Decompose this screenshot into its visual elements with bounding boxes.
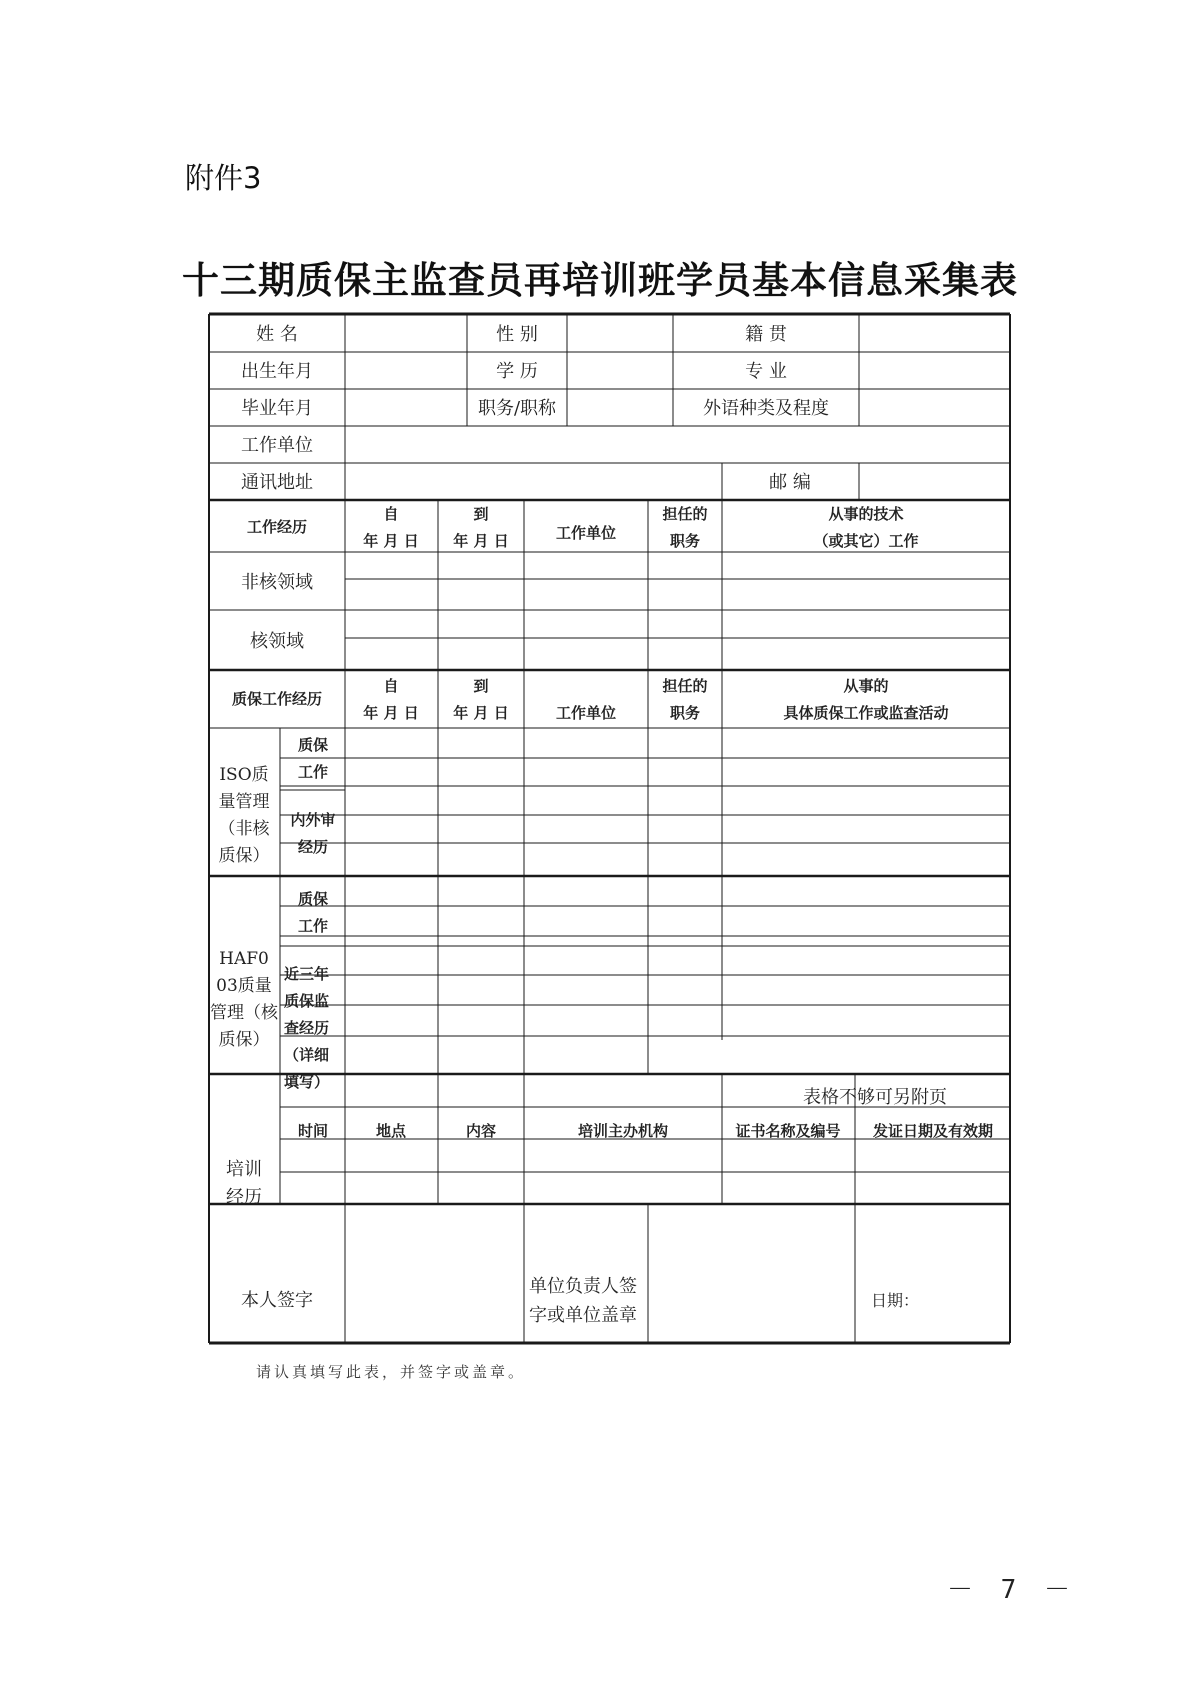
label-training-time: 时间 — [297, 1122, 329, 1140]
label-unit-signature: 字或单位盖章 — [529, 1305, 637, 1326]
label-haf: HAF0 — [219, 949, 269, 969]
label-nuclear: 核领域 — [250, 631, 304, 652]
label-to: 到 — [473, 505, 489, 523]
label-qa-work: 质保 — [297, 890, 329, 908]
label-activity: 从事的 — [843, 677, 889, 695]
label-date-format: 年 月 日 — [363, 704, 419, 722]
label-training: 培训 — [226, 1159, 262, 1180]
label-recent: 填写） — [284, 1073, 330, 1091]
label-date-format: 年 月 日 — [453, 704, 509, 722]
label-haf: 03质量 — [216, 976, 272, 996]
label-iso: 质保） — [218, 846, 270, 866]
label-native-place: 籍 贯 — [745, 324, 787, 345]
label-duty: 担任的 — [662, 505, 708, 523]
label-certificate: 证书名称及编号 — [735, 1122, 841, 1140]
label-employer: 工作单位 — [241, 435, 313, 456]
attachment-label: 附件3 — [185, 161, 262, 195]
label-from: 自 — [383, 677, 399, 695]
label-audit: 经历 — [297, 838, 329, 856]
label-from: 自 — [383, 505, 399, 523]
label-work-unit: 工作单位 — [555, 704, 617, 722]
label-qa-work: 质保 — [297, 736, 329, 754]
label-haf: 质保） — [218, 1030, 270, 1050]
label-date-format: 年 月 日 — [453, 532, 509, 550]
label-graduation: 毕业年月 — [241, 398, 313, 419]
label-gender: 性 别 — [496, 324, 538, 345]
label-recent: 查经历 — [284, 1019, 330, 1037]
label-recent: （详细 — [284, 1046, 330, 1064]
footnote: 请认真填写此表，并签字或盖章。 — [256, 1363, 527, 1381]
label-work-unit: 工作单位 — [555, 524, 617, 542]
label-duty: 职务 — [669, 704, 701, 722]
label-tech: 从事的技术 — [828, 505, 904, 523]
label-qa-work: 工作 — [297, 763, 329, 781]
label-position-title: 职务/职称 — [477, 398, 557, 419]
label-education: 学 历 — [496, 361, 538, 382]
label-recent: 近三年 — [284, 965, 330, 983]
label-qa-header: 质保工作经历 — [231, 690, 323, 708]
label-training-place: 地点 — [375, 1122, 407, 1140]
label-unit-signature: 单位负责人签 — [529, 1276, 637, 1297]
label-self-signature: 本人签字 — [241, 1290, 313, 1311]
label-validity: 发证日期及有效期 — [872, 1122, 994, 1140]
label-haf: 管理（核 — [210, 1003, 278, 1023]
label-activity: 具体质保工作或监查活动 — [783, 704, 949, 722]
label-language: 外语种类及程度 — [703, 398, 829, 419]
label-audit: 内外审 — [290, 811, 336, 829]
table-labels — [210, 324, 993, 1326]
label-date: 日期： — [871, 1291, 920, 1310]
label-qa-work: 工作 — [297, 917, 329, 935]
label-work-header: 工作经历 — [246, 518, 308, 536]
page-number: － 7 － — [947, 1575, 1076, 1605]
label-tech: （或其它）工作 — [813, 532, 919, 550]
label-duty: 担任的 — [662, 677, 708, 695]
label-training-content: 内容 — [465, 1122, 497, 1140]
label-iso: 量管理 — [218, 792, 270, 812]
label-iso: ISO质 — [219, 765, 269, 785]
label-postcode: 邮 编 — [769, 472, 811, 493]
label-training: 经历 — [226, 1187, 262, 1208]
label-iso: （非核 — [218, 819, 270, 839]
label-non-nuclear: 非核领域 — [241, 572, 313, 593]
label-training-organizer: 培训主办机构 — [577, 1122, 669, 1140]
label-recent: 质保监 — [284, 992, 330, 1010]
label-name: 姓 名 — [256, 324, 298, 345]
label-major: 专 业 — [745, 361, 787, 382]
label-to: 到 — [473, 677, 489, 695]
label-duty: 职务 — [669, 532, 701, 550]
form-title: 十三期质保主监查员再培训班学员基本信息采集表 — [182, 258, 1018, 302]
label-extra-pages-note: 表格不够可另附页 — [803, 1087, 947, 1108]
label-birth: 出生年月 — [241, 361, 313, 382]
label-address: 通讯地址 — [241, 472, 313, 493]
label-date-format: 年 月 日 — [363, 532, 419, 550]
